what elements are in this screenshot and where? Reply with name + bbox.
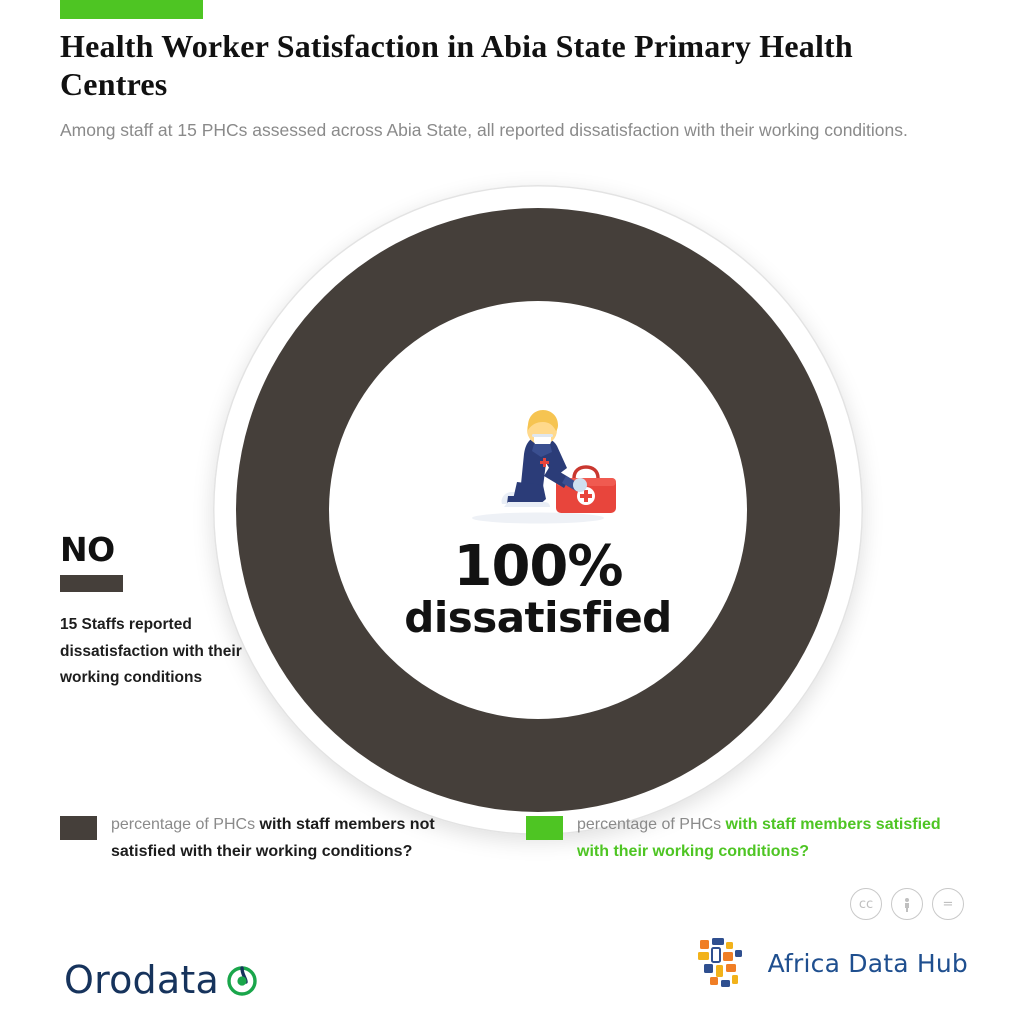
person-icon (899, 896, 915, 912)
africa-map-icon (692, 934, 754, 992)
page-title: Health Worker Satisfaction in Abia State Primary Health Centres (60, 28, 853, 102)
callout-body: 15 Staffs reported dissatisfaction with their working conditions (60, 616, 242, 687)
callout-rule (60, 575, 123, 592)
paramedic-with-medical-bag-icon (438, 384, 638, 534)
creative-commons-by-icon (891, 888, 923, 920)
donut-center-label: dissatisfied (404, 593, 672, 643)
creative-commons-badges (850, 888, 964, 920)
orodata-wordmark: Orodata (64, 958, 219, 1002)
orodata-mark-icon (223, 961, 261, 999)
header (60, 28, 940, 144)
creative-commons-nd-icon: = (932, 888, 964, 920)
callout-no (60, 530, 245, 692)
orodata-logo[interactable] (64, 958, 261, 1002)
africa-data-hub-wordmark: Africa Data Hub (767, 948, 968, 978)
legend-item-not-satisfied (60, 812, 490, 866)
top-accent-bar (60, 0, 203, 19)
legend-swatch-green (526, 816, 563, 840)
africa-data-hub-logo[interactable] (692, 934, 968, 992)
page-subtitle: Among staff at 15 PHCs assessed across Abia State, all reported dissatisfaction with their working conditions. (60, 119, 908, 140)
legend-label-main-dark: with staff members not satisfied with their working conditions? (111, 816, 435, 860)
legend-swatch-dark (60, 816, 97, 840)
creative-commons-icon: cc (850, 888, 882, 920)
callout-headline: NO (60, 530, 115, 569)
donut-chart (213, 185, 863, 835)
legend (60, 812, 970, 866)
legend-label-prefix-green: percentage of PHCs (577, 816, 726, 833)
donut-center-content (329, 301, 747, 719)
donut-center-value: 100% (453, 534, 623, 600)
legend-label-main-green: with staff members satisfied with their working conditions? (577, 816, 941, 860)
legend-item-satisfied (526, 812, 956, 866)
legend-label-prefix-dark: percentage of PHCs (111, 816, 260, 833)
